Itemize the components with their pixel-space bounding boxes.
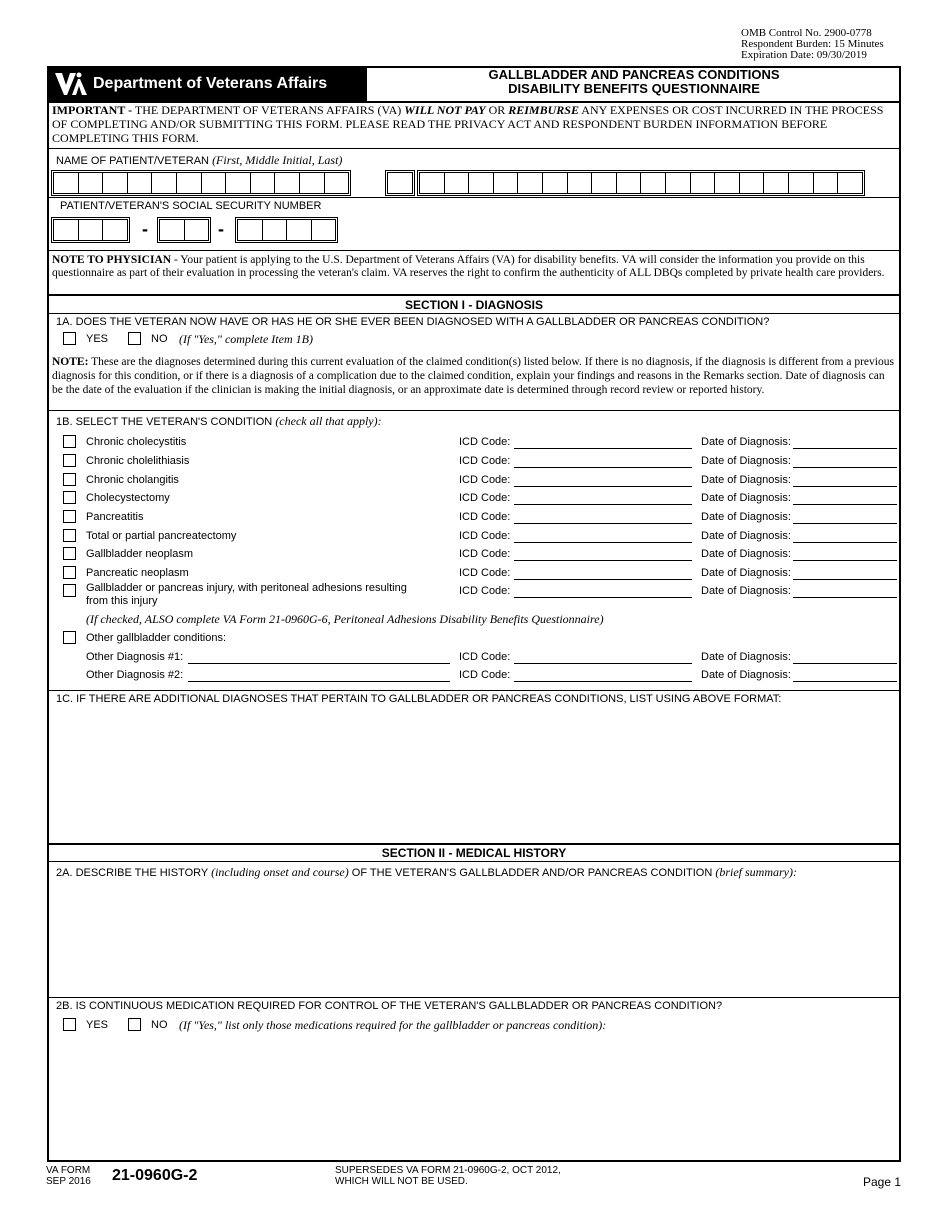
condition-checkbox[interactable] — [63, 510, 76, 523]
other-conditions-checkbox[interactable] — [63, 631, 76, 644]
q2b-no-label: NO — [151, 1019, 168, 1031]
icd-code-label: ICD Code: — [459, 474, 511, 486]
icd-code-field[interactable] — [514, 467, 692, 468]
divider — [47, 313, 901, 314]
date-field[interactable] — [793, 448, 897, 449]
diagnosis-note — [52, 355, 897, 397]
adhesions-note: (If checked, ALSO complete VA Form 21-0960G-6, Peritoneal Adhesions Disability Benefits Questionnaire) — [86, 612, 604, 626]
ssn-label: PATIENT/VETERAN'S SOCIAL SECURITY NUMBER — [60, 200, 322, 212]
date-label: Date of Diagnosis: — [701, 492, 791, 504]
icd-code-field[interactable] — [514, 663, 692, 664]
question-1a: 1A. DOES THE VETERAN NOW HAVE OR HAS HE OR SHE EVER BEEN DIAGNOSED WITH A GALLBLADDER OR PANCREAS CONDITION? — [56, 316, 770, 328]
q1a-yes-checkbox[interactable] — [63, 332, 76, 345]
date-field[interactable] — [793, 579, 897, 580]
q2a-answer-area[interactable] — [50, 880, 898, 996]
q2b-answer-area[interactable] — [50, 1036, 898, 1158]
divider — [47, 843, 901, 845]
q1a-yes-label: YES — [86, 333, 109, 345]
date-field[interactable] — [793, 504, 897, 505]
date-label: Date of Diagnosis: — [701, 567, 791, 579]
condition-label: Chronic cholecystitis — [86, 436, 187, 448]
icd-code-field[interactable] — [514, 560, 692, 561]
condition-label: Chronic cholangitis — [86, 474, 179, 486]
date-label: Date of Diagnosis: — [701, 474, 791, 486]
condition-label: Pancreatitis — [86, 511, 144, 523]
icd-code-field[interactable] — [514, 504, 692, 505]
condition-checkbox[interactable] — [63, 584, 76, 597]
condition-checkbox[interactable] — [63, 435, 76, 448]
condition-checkbox[interactable] — [63, 473, 76, 486]
form-title-line1: GALLBLADDER AND PANCREAS CONDITIONS — [488, 67, 780, 82]
diagnosis-note-text: These are the diagnoses determined during this current evaluation of the claimed condition(s) listed below. If there is no diagnosis, if the diagnosis is different from a previous diagnosis for this condition, or if there is a diagnosis of a complication due to the claimed condition, explain your findings and reasons in the Remarks section. Date of diagnosis can be the date of the evaluation if the clinician is making the initial diagnosis, or an approximate date is determined through record review or reported history. — [52, 356, 894, 396]
icd-code-field[interactable] — [514, 448, 692, 449]
ssn-dash-2: - — [218, 219, 224, 239]
important-text2: ANY EXPENSES OR COST INCURRED IN THE PROCESS OF COMPLETING AND/OR SUBMITTING THIS FORM. PLEASE READ THE PRIVACY ACT AND RESPONDENT BURDEN INFORMATION BEFORE COMPLETING THIS FORM. — [52, 103, 884, 145]
omb-info — [741, 28, 884, 61]
divider — [47, 690, 901, 691]
name-label — [56, 153, 342, 168]
date-field[interactable] — [793, 486, 897, 487]
question-1b-text: 1B. SELECT THE VETERAN'S CONDITION — [56, 416, 273, 428]
va-logo-svg — [54, 71, 88, 97]
q2a-hint2: (brief summary): — [715, 865, 797, 879]
footer-supersedes-line2: WHICH WILL NOT BE USED. — [335, 1176, 468, 1187]
name-hint: (First, Middle Initial, Last) — [212, 153, 343, 167]
other-diagnosis-1-field[interactable] — [188, 663, 450, 664]
date-label: Date of Diagnosis: — [701, 436, 791, 448]
footer-supersedes — [335, 1165, 561, 1187]
condition-checkbox[interactable] — [63, 529, 76, 542]
condition-label: Chronic cholelithiasis — [86, 455, 190, 467]
name-label-text: NAME OF PATIENT/VETERAN — [56, 155, 209, 167]
divider — [47, 410, 901, 411]
date-field[interactable] — [793, 597, 897, 598]
q2a-hint1: (including onset and course) — [211, 865, 349, 879]
note-physician-lead: NOTE TO PHYSICIAN — [52, 254, 172, 266]
icd-code-label: ICD Code: — [459, 585, 511, 597]
diagnosis-note-lead: NOTE: — [52, 356, 89, 368]
condition-label: Total or partial pancreatectomy — [86, 530, 237, 542]
divider — [47, 997, 901, 998]
icd-code-label: ICD Code: — [459, 436, 511, 448]
icd-code-label: ICD Code: — [459, 548, 511, 560]
va-logo-icon — [53, 69, 89, 99]
condition-label: Cholecystectomy — [86, 492, 170, 504]
condition-checkbox[interactable] — [63, 491, 76, 504]
q1a-no-label: NO — [151, 333, 168, 345]
question-1b-hint: (check all that apply): — [275, 414, 382, 428]
date-field[interactable] — [793, 467, 897, 468]
reimburse: REIMBURSE — [508, 103, 579, 117]
footer-page: Page 1 — [863, 1175, 902, 1189]
q1c-answer-area[interactable] — [50, 708, 898, 842]
note-physician-text: - Your patient is applying to the U.S. Department of Veterans Affairs (VA) for disability benefits. VA will consider the information you provide on this questionnaire as part of their evaluation in processing the veteran's claim. VA reserves the right to confirm the authenticity of ALL DBQs completed by private health care providers. — [52, 254, 885, 279]
expiration-date: Expiration Date: 09/30/2019 — [741, 49, 867, 61]
department-name: Department of Veterans Affairs — [93, 75, 328, 92]
q1a-no-checkbox[interactable] — [128, 332, 141, 345]
q2b-yes-label: YES — [86, 1019, 109, 1031]
important-lead: IMPORTANT - — [52, 103, 133, 117]
q2b-yes-checkbox[interactable] — [63, 1018, 76, 1031]
ssn-part3[interactable] — [235, 217, 338, 243]
footer-va-form: VA FORM — [46, 1165, 91, 1176]
footer-form-label — [46, 1165, 91, 1187]
icd-code-field[interactable] — [514, 523, 692, 524]
icd-code-field[interactable] — [514, 486, 692, 487]
date-label: Date of Diagnosis: — [701, 585, 791, 597]
icd-code-label: ICD Code: — [459, 492, 511, 504]
date-field[interactable] — [793, 560, 897, 561]
icd-code-label: ICD Code: — [459, 455, 511, 467]
condition-label-line1: Gallbladder or pancreas injury, with peritoneal adhesions resulting — [86, 582, 407, 594]
date-field[interactable] — [793, 523, 897, 524]
form-title-line2: DISABILITY BENEFITS QUESTIONNAIRE — [508, 81, 760, 96]
important-or: OR — [485, 103, 509, 117]
important-text1: THE DEPARTMENT OF VETERANS AFFAIRS (VA) — [132, 103, 405, 117]
condition-label: Gallbladder neoplasm — [86, 548, 194, 560]
important-notice — [52, 103, 897, 145]
q2a-text2: OF THE VETERAN'S GALLBLADDER AND/OR PANCREAS CONDITION — [348, 867, 716, 879]
form-title — [367, 68, 901, 96]
footer-form-number: 21-0960G-2 — [112, 1167, 198, 1184]
date-label: Date of Diagnosis: — [701, 548, 791, 560]
section2-title: SECTION II - MEDICAL HISTORY — [381, 846, 567, 860]
icd-code-field[interactable] — [514, 542, 692, 543]
ssn-part1[interactable] — [51, 217, 130, 243]
date-label: Date of Diagnosis: — [701, 651, 791, 663]
condition-label-line2: from this injury — [86, 595, 158, 607]
q2b-hint: (If "Yes," list only those medications required for the gallbladder or pancreas condition): — [179, 1018, 607, 1032]
va-header — [47, 66, 367, 102]
divider — [47, 250, 901, 251]
icd-code-field[interactable] — [514, 579, 692, 580]
other-conditions-label: Other gallbladder conditions: — [86, 632, 227, 644]
icd-code-label: ICD Code: — [459, 669, 511, 681]
date-field[interactable] — [793, 663, 897, 664]
date-label: Date of Diagnosis: — [701, 511, 791, 523]
question-2a — [56, 865, 797, 880]
other-diagnosis-1-label: Other Diagnosis #1: — [86, 651, 184, 663]
first-name-boxes[interactable] — [51, 170, 351, 196]
condition-label — [86, 582, 407, 608]
section1-title: SECTION I - DIAGNOSIS — [404, 298, 543, 312]
condition-label: Pancreatic neoplasm — [86, 567, 189, 579]
footer-supersedes-line1: SUPERSEDES VA FORM 21-0960G-2, OCT 2012, — [335, 1165, 561, 1176]
icd-code-label: ICD Code: — [459, 530, 511, 542]
ssn-dash-1: - — [142, 219, 148, 239]
will-not-pay: WILL NOT PAY — [404, 103, 486, 117]
date-label: Date of Diagnosis: — [701, 455, 791, 467]
date-field[interactable] — [793, 681, 897, 682]
condition-checkbox[interactable] — [63, 566, 76, 579]
condition-checkbox[interactable] — [63, 547, 76, 560]
date-field[interactable] — [793, 542, 897, 543]
note-to-physician — [52, 254, 897, 280]
last-name-boxes[interactable] — [417, 170, 865, 196]
date-label: Date of Diagnosis: — [701, 530, 791, 542]
q2a-text1: 2A. DESCRIBE THE HISTORY — [56, 867, 212, 879]
icd-code-field[interactable] — [514, 681, 692, 682]
footer-date: SEP 2016 — [46, 1176, 91, 1187]
date-label: Date of Diagnosis: — [701, 669, 791, 681]
q2b-no-checkbox[interactable] — [128, 1018, 141, 1031]
divider — [47, 197, 901, 198]
omb-control: OMB Control No. 2900-0778 — [741, 27, 872, 39]
divider — [47, 861, 901, 862]
divider — [47, 148, 901, 149]
respondent-burden: Respondent Burden: 15 Minutes — [741, 38, 884, 50]
other-diagnosis-2-field[interactable] — [188, 681, 450, 682]
question-1c: 1C. IF THERE ARE ADDITIONAL DIAGNOSES THAT PERTAIN TO GALLBLADDER OR PANCREAS CONDITIONS, LIST USING ABOVE FORMAT: — [56, 693, 782, 705]
icd-code-field[interactable] — [514, 597, 692, 598]
ssn-part2[interactable] — [157, 217, 211, 243]
icd-code-label: ICD Code: — [459, 651, 511, 663]
middle-initial-box[interactable] — [385, 170, 415, 196]
q1a-hint: (If "Yes," complete Item 1B) — [179, 332, 313, 346]
divider — [47, 294, 901, 296]
icd-code-label: ICD Code: — [459, 511, 511, 523]
question-1b — [56, 414, 382, 429]
condition-checkbox[interactable] — [63, 454, 76, 467]
other-diagnosis-2-label: Other Diagnosis #2: — [86, 669, 184, 681]
icd-code-label: ICD Code: — [459, 567, 511, 579]
question-2b: 2B. IS CONTINUOUS MEDICATION REQUIRED FOR CONTROL OF THE VETERAN'S GALLBLADDER OR PANCREAS CONDITION? — [56, 1000, 723, 1012]
